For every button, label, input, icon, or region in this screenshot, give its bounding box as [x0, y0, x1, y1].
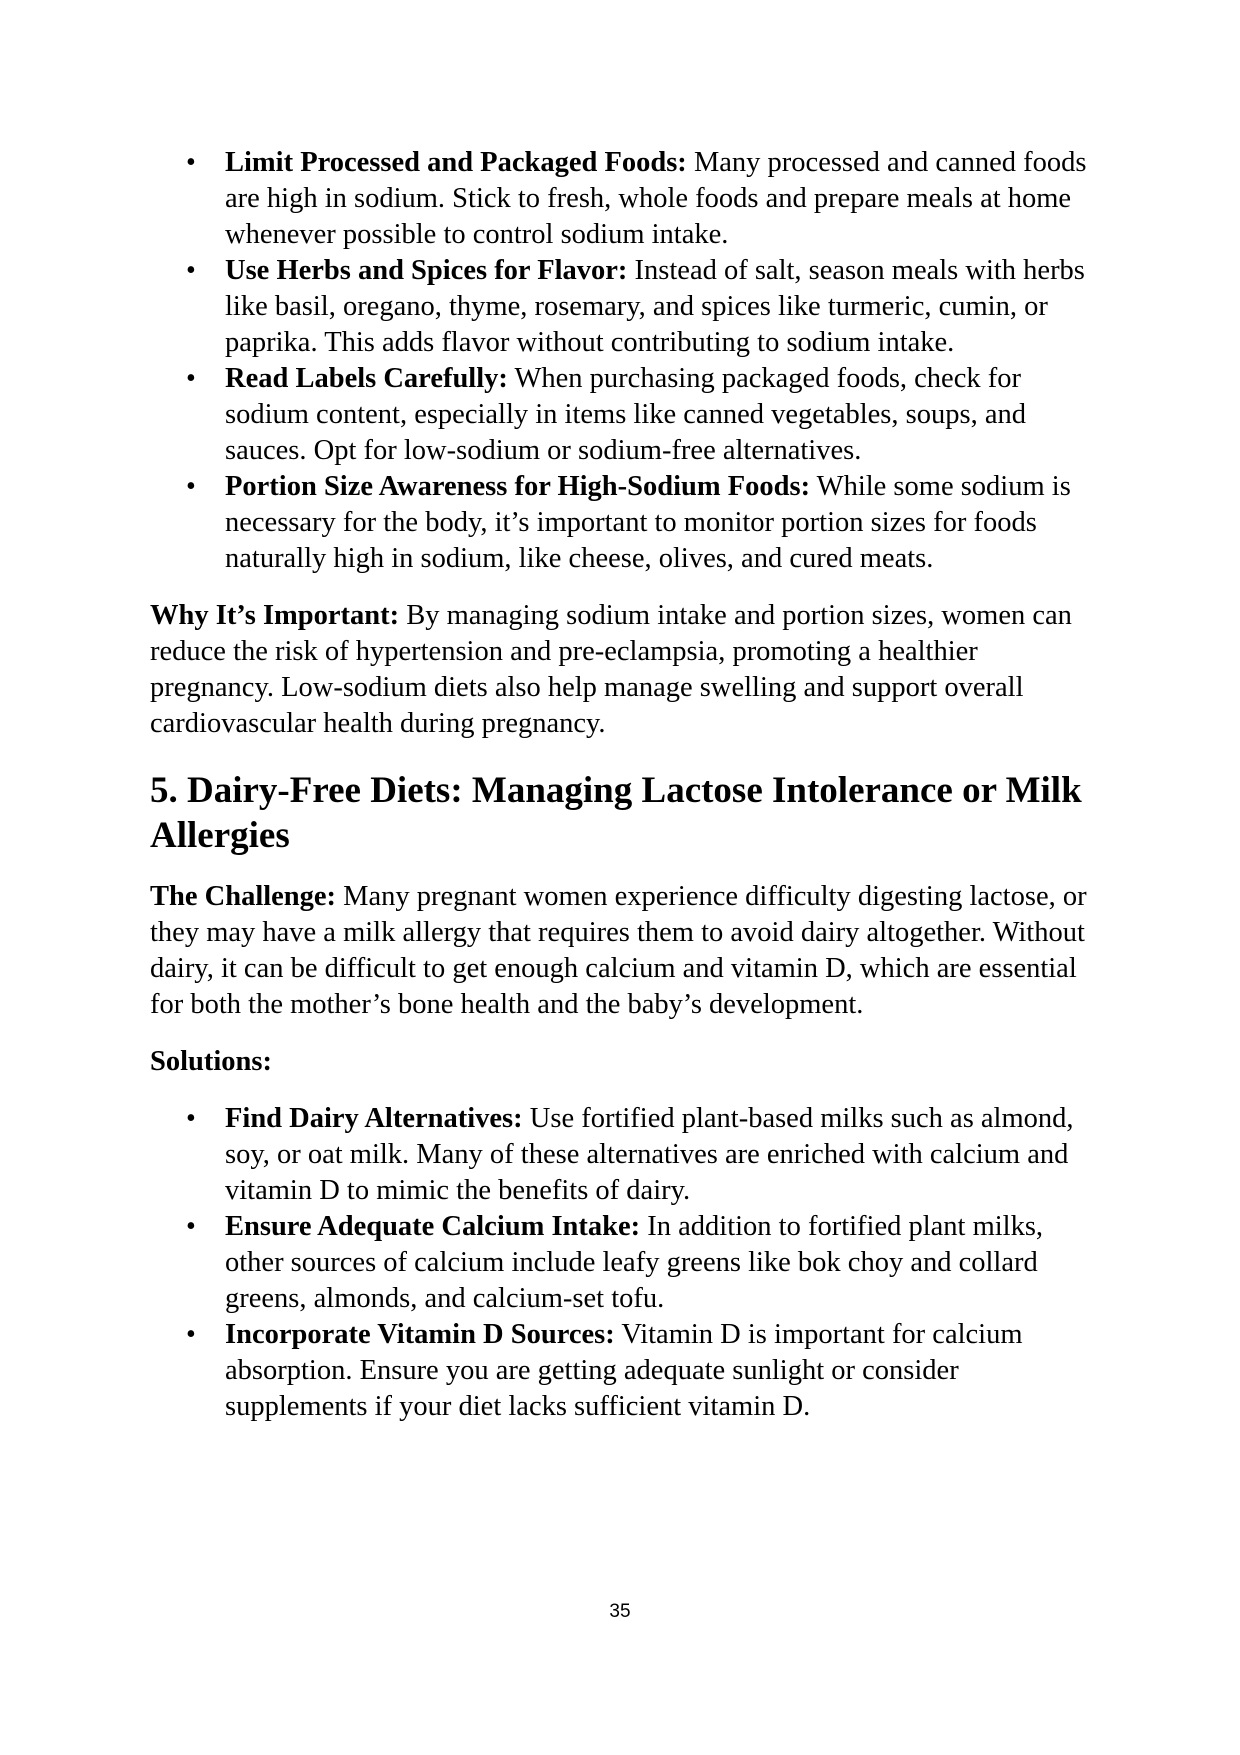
list-item: [150, 253, 1100, 361]
list-item-text: Many processed and canned foods are high in sodium. Stick to fresh, whole foods and prepare meals at home whenever possible to control sodium intake.: [225, 147, 1087, 250]
list-item-term: Use Herbs and Spices for Flavor:: [225, 255, 628, 286]
list-item-term: Incorporate Vitamin D Sources:: [225, 1319, 615, 1350]
list-item: [150, 1209, 1100, 1317]
list-item-text: Vitamin D is important for calcium absorption. Ensure you are getting adequate sunlight or consider supplements if your diet lacks sufficient vitamin D.: [225, 1319, 1023, 1422]
solutions-label: Solutions:: [150, 1046, 272, 1077]
bullet-icon: •: [186, 255, 196, 286]
sodium-tips-list: [150, 145, 1100, 577]
why-important-label: Why It’s Important:: [150, 600, 400, 631]
bullet-icon: •: [186, 147, 196, 178]
bullet-icon: •: [186, 1319, 196, 1350]
list-item-term: Read Labels Carefully:: [225, 363, 508, 394]
list-item: [150, 1317, 1100, 1425]
list-item-term: Limit Processed and Packaged Foods:: [225, 147, 687, 178]
list-item-text: In addition to fortified plant milks, other sources of calcium include leafy greens like bok choy and collard greens, almonds, and calcium-set tofu.: [225, 1211, 1044, 1314]
list-item: [150, 469, 1100, 577]
page-number: 35: [609, 1601, 631, 1622]
list-item: [150, 1101, 1100, 1209]
challenge-text: Many pregnant women experience difficulty digesting lactose, or they may have a milk allergy that requires them to avoid dairy altogether. Without dairy, it can be difficult to get enough calcium and vitamin D, which are essential for both the mother’s bone health and the baby’s development.: [150, 881, 1087, 1020]
list-item-text: While some sodium is necessary for the body, it’s important to monitor portion sizes for foods naturally high in sodium, like cheese, olives, and cured meats.: [225, 471, 1071, 574]
bullet-icon: •: [186, 1211, 196, 1242]
list-item-text: Instead of salt, season meals with herbs like basil, oregano, thyme, rosemary, and spices like turmeric, cumin, or paprika. This adds flavor without contributing to sodium intake.: [225, 255, 1085, 358]
challenge-paragraph: [150, 879, 1100, 1023]
solutions-list: [150, 1101, 1100, 1425]
list-item-text: Use fortified plant-based milks such as almond, soy, or oat milk. Many of these alternatives are enriched with calcium and vitamin D to mimic the benefits of dairy.: [225, 1103, 1074, 1206]
list-item-term: Ensure Adequate Calcium Intake:: [225, 1211, 641, 1242]
list-item-term: Find Dairy Alternatives:: [225, 1103, 523, 1134]
bullet-icon: •: [186, 363, 196, 394]
bullet-icon: •: [186, 1103, 196, 1134]
section-heading: 5. Dairy-Free Diets: Managing Lactose Intolerance or Milk Allergies: [150, 770, 1082, 856]
why-important-text: By managing sodium intake and portion sizes, women can reduce the risk of hypertension and pre-eclampsia, promoting a healthier pregnancy. Low-sodium diets also help manage swelling and support overall cardiovascular health during pregnancy.: [150, 600, 1072, 739]
list-item-text: When purchasing packaged foods, check for sodium content, especially in items like canned vegetables, soups, and sauces. Opt for low-sodium or sodium-free alternatives.: [225, 363, 1026, 466]
list-item-term: Portion Size Awareness for High-Sodium Foods:: [225, 471, 811, 502]
list-item: [150, 361, 1100, 469]
challenge-label: The Challenge:: [150, 881, 337, 912]
why-important-paragraph: [150, 598, 1100, 742]
list-item: [150, 145, 1100, 253]
bullet-icon: •: [186, 471, 196, 502]
page-content: [150, 145, 1100, 1425]
